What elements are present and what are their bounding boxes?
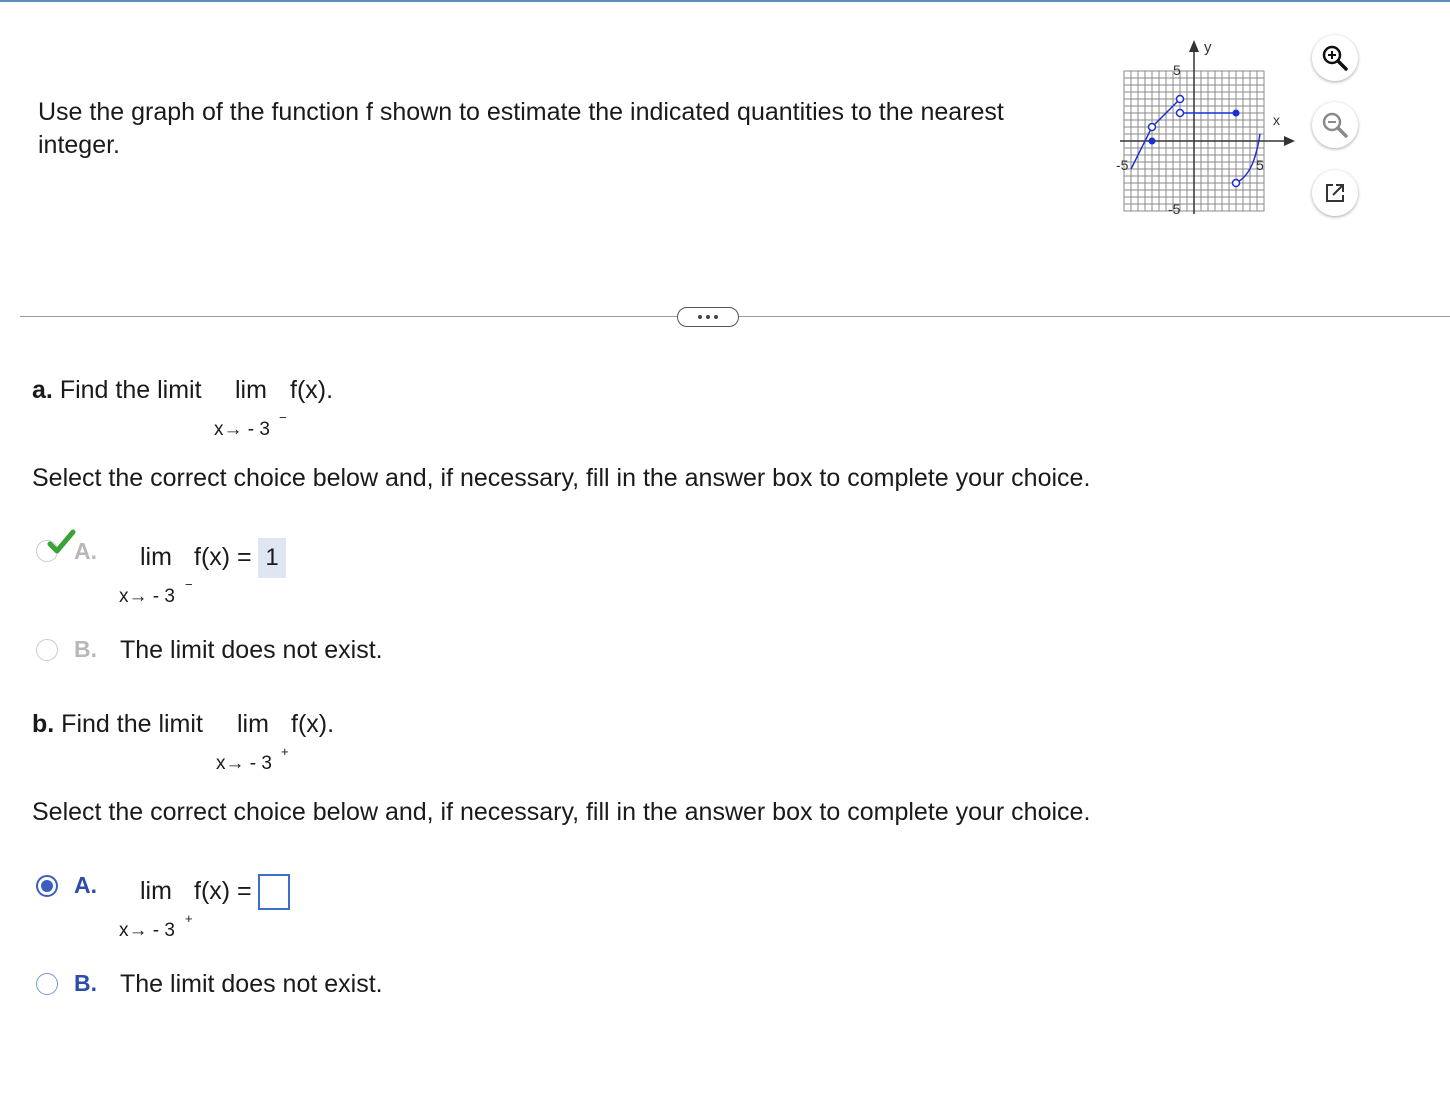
part-a-choice-b-radio[interactable] <box>36 639 58 661</box>
part-b-choice-a-lim: lim <box>140 877 172 905</box>
more-options-button[interactable] <box>677 307 739 327</box>
part-a-heading <box>32 375 202 405</box>
tick-bottom: -5 <box>1168 201 1181 217</box>
popout-button[interactable] <box>1312 170 1358 216</box>
function-graph[interactable] <box>1110 34 1310 224</box>
part-b-heading <box>32 709 203 739</box>
tick-top: 5 <box>1173 62 1181 78</box>
part-a-choice-b-text: The limit does not exist. <box>120 636 383 664</box>
part-a-label: a. <box>32 376 53 404</box>
top-border <box>0 0 1450 2</box>
closed-point <box>1233 110 1240 117</box>
zoom-in-button[interactable] <box>1312 35 1358 81</box>
part-b-choice-b-radio[interactable] <box>36 973 58 995</box>
part-b-label: b. <box>32 710 55 738</box>
part-b-choice-a-letter: A. <box>74 872 97 898</box>
part-b-prompt: Find the limit <box>61 710 203 738</box>
part-b-choice-b-letter: B. <box>74 970 97 996</box>
question-text: Use the graph of the function f shown to estimate the indicated quantities to the nearest integer. <box>38 98 1004 159</box>
part-a-prompt: Find the limit <box>59 376 202 404</box>
part-a-choice-b-letter: B. <box>74 636 97 662</box>
part-b-fx: f(x). <box>291 710 335 738</box>
external-link-icon <box>1322 180 1348 206</box>
part-a-lim: lim <box>235 376 267 404</box>
zoom-out-button[interactable] <box>1312 102 1358 148</box>
part-a-instruction: Select the correct choice below and, if necessary, fill in the answer box to complete your choice. <box>32 464 1091 492</box>
part-b-choice-a-fx: f(x) = <box>194 877 252 905</box>
part-a-choice-a-lim: lim <box>140 543 172 571</box>
part-a-subscript: x→ - 3 <box>214 419 270 440</box>
part-b-choice-a-radio[interactable] <box>36 875 58 897</box>
part-a-fx: f(x). <box>290 376 334 404</box>
part-b-lim: lim <box>237 710 269 738</box>
x-axis-label: x <box>1273 112 1280 128</box>
open-point <box>1149 124 1156 131</box>
part-a-choice-a-letter: A. <box>74 538 97 564</box>
y-axis-label: y <box>1204 39 1212 56</box>
dot-icon <box>706 315 710 319</box>
part-a-answer-box[interactable]: 1 <box>258 538 286 578</box>
open-point <box>1177 96 1184 103</box>
tick-right: 5 <box>1256 157 1264 173</box>
tick-left: -5 <box>1116 157 1129 173</box>
part-b-choice-b-text: The limit does not exist. <box>120 970 383 998</box>
part-b-answer-box[interactable] <box>258 874 290 910</box>
zoom-out-icon <box>1320 110 1350 140</box>
part-b-choice-a-subscript: x→ - 3 <box>119 920 175 941</box>
part-b-subscript: x→ - 3 <box>216 753 272 774</box>
zoom-in-icon <box>1320 43 1350 73</box>
part-a-choice-a-fx: f(x) = <box>194 543 252 571</box>
part-a-choice-a-subscript: x→ - 3 <box>119 586 175 607</box>
dot-icon <box>714 315 718 319</box>
closed-point <box>1149 138 1156 145</box>
part-b-instruction: Select the correct choice below and, if necessary, fill in the answer box to complete your choice. <box>32 798 1091 826</box>
part-b-choice-a-side: + <box>185 911 193 926</box>
open-point <box>1233 180 1240 187</box>
open-point <box>1177 110 1184 117</box>
part-b-side: + <box>281 744 289 759</box>
dot-icon <box>698 315 702 319</box>
part-a-side: − <box>279 410 287 425</box>
part-a-choice-a-side: − <box>185 577 193 592</box>
